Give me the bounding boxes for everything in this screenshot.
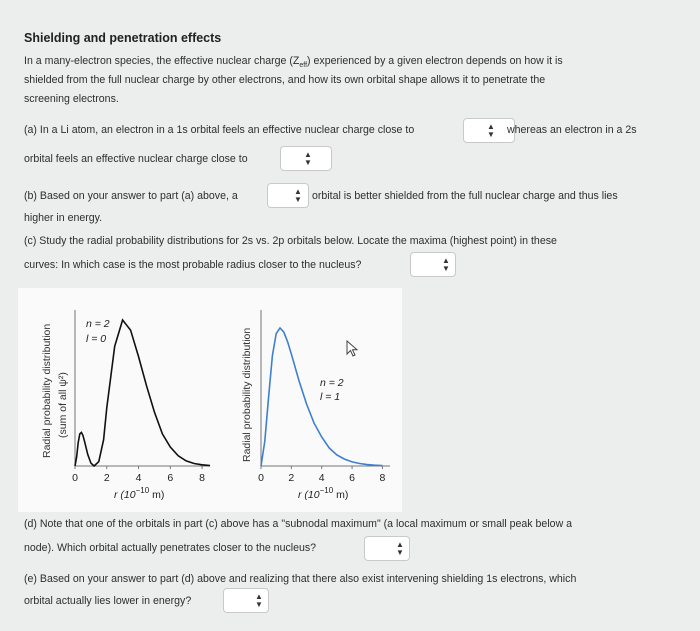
chart2-x-tick-label: 6 xyxy=(349,472,355,484)
up-down-chevron-icon: ▲ ▼ xyxy=(294,186,302,204)
chart2-legend-l: l = 1 xyxy=(320,391,341,403)
chart1-x-tick-label: 8 xyxy=(199,472,205,484)
question-b-line-2: higher in energy. xyxy=(24,212,103,224)
chart1-x-tick-label: 4 xyxy=(135,472,142,484)
question-b-line-1: (b) Based on your answer to part (a) above, a xyxy=(24,190,238,202)
intro-line-2: shielded from the full nuclear charge by other electrons, and how its own orbital shape allows it to penetrate the xyxy=(24,74,546,86)
chart2-x-tick-label: 2 xyxy=(288,472,295,484)
chart1-x-tick-label: 0 xyxy=(72,472,78,484)
chart2-x-tick-label: 8 xyxy=(379,472,386,484)
chart2-xlabel: r ($10^{-10}$ m) xyxy=(298,486,349,501)
chart1-xlabel: r ($10^{-10}$ m) xyxy=(114,486,165,501)
answer-e-dropdown[interactable] xyxy=(223,588,269,613)
up-down-chevron-icon: ▲ ▼ xyxy=(442,255,450,273)
question-a-line-1: (a) In a Li atom, an electron in a 1s orbital feels an effective nuclear charge close to xyxy=(24,124,415,136)
intro-line-3: screening electrons. xyxy=(24,93,119,105)
up-down-chevron-icon: ▲ ▼ xyxy=(255,591,263,609)
up-down-chevron-icon: ▲ ▼ xyxy=(487,121,495,139)
question-a-line-1-cont: whereas an electron in a 2s xyxy=(507,124,637,136)
answer-a2-dropdown[interactable] xyxy=(280,146,332,171)
question-e-line-1: (e) Based on your answer to part (d) above and realizing that there also exist intervening shielding 1s electrons, which xyxy=(24,573,577,585)
chart1-legend-n: n = 2 xyxy=(86,318,110,330)
chart1-legend-l: l = 0 xyxy=(86,333,107,345)
question-d-line-2: node). Which orbital actually penetrates closer to the nucleus? xyxy=(24,542,317,554)
chart1-ylabel-2: (sum of all ψ²) xyxy=(57,372,69,438)
radial-distribution-figure xyxy=(18,288,402,512)
radial-charts-svg xyxy=(18,288,402,512)
question-c-line-2: curves: In which case is the most probable radius closer to the nucleus? xyxy=(24,259,362,271)
mouse-pointer-icon xyxy=(346,340,360,358)
question-c-line-1: (c) Study the radial probability distributions for 2s vs. 2p orbitals below. Locate the maxima (highest point) in these xyxy=(24,235,557,247)
chart1-x-tick-label: 2 xyxy=(103,472,110,484)
question-e-line-2: orbital actually lies lower in energy? xyxy=(24,595,192,607)
chart2-x-tick-label: 0 xyxy=(258,472,264,484)
chart2-x-tick-label: 4 xyxy=(318,472,325,484)
answer-c-dropdown[interactable] xyxy=(410,252,456,277)
answer-d-dropdown[interactable] xyxy=(364,536,410,561)
page-title: Shielding and penetration effects xyxy=(24,31,222,45)
answer-b-dropdown[interactable] xyxy=(267,183,309,208)
question-a-line-2: orbital feels an effective nuclear charge close to xyxy=(24,153,248,165)
up-down-chevron-icon: ▲ ▼ xyxy=(396,539,404,557)
chart-2s xyxy=(41,310,210,501)
chart1-ylabel: Radial probability distribution xyxy=(41,323,53,458)
chart-2p xyxy=(241,310,390,501)
intro-line-1: In a many-electron species, the effective nuclear charge $(Z_{eff})$ experienced by a given electron depends on how it is xyxy=(24,55,563,70)
question-b-line-1-cont: orbital is better shielded from the full nuclear charge and thus lies xyxy=(312,190,618,202)
up-down-chevron-icon: ▲ ▼ xyxy=(304,149,312,167)
question-d-line-1: (d) Note that one of the orbitals in part (c) above has a "subnodal maximum" (a local maximum or small peak below a xyxy=(24,518,573,530)
chart1-x-tick-label: 6 xyxy=(167,472,174,484)
chart2-ylabel: Radial probability distribution xyxy=(241,327,253,462)
chart2-legend-n: n = 2 xyxy=(320,377,344,389)
